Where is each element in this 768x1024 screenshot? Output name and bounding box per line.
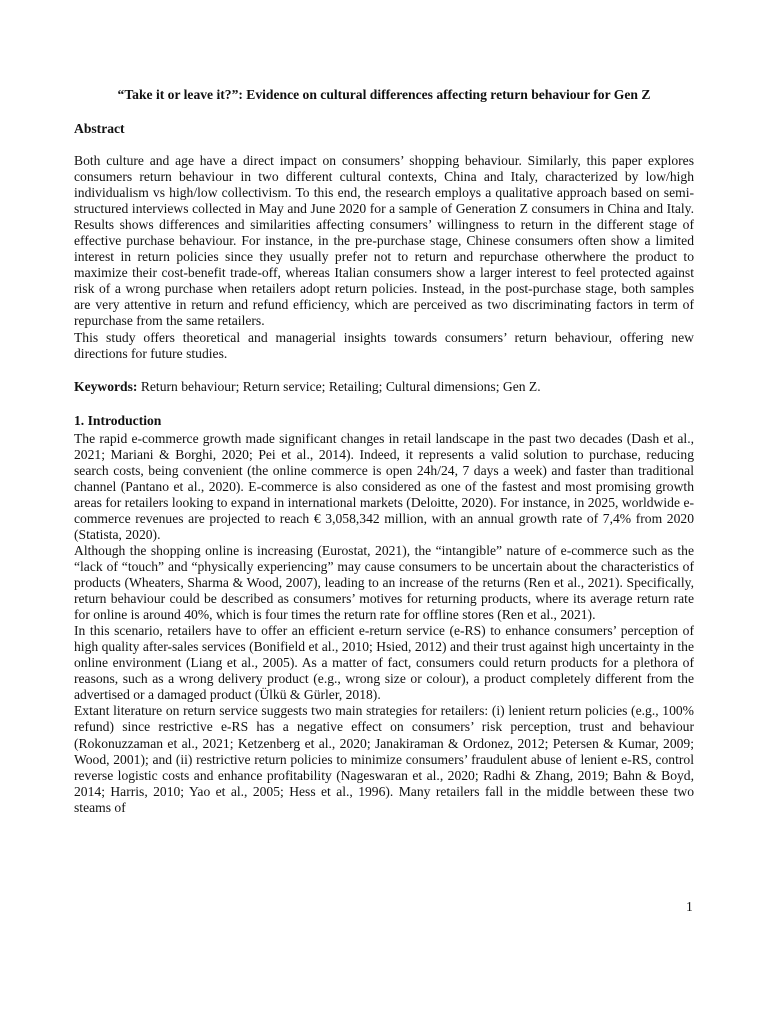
body-paragraph: Although the shopping online is increasing (Eurostat, 2021), the “intangible” nature of e-commerce such as the “lack of “touch” and “physically experiencing” may cause consumers to be uncertain about the characteristics of products (Wheaters, Sharma & Wood, 2007), leading to an increase of the returns (Ren et al., 2021). Specifically, return behaviour could be described as consumers’ motives for returning products, where its average return rate for online is around 40%, which is four times the return rate for offline stores (Ren et al., 2021). — [74, 542, 694, 623]
keywords-line — [74, 379, 694, 395]
abstract-paragraph: This study offers theoretical and managerial insights towards consumers’ return behaviour, offering new directions for future studies. — [74, 329, 694, 361]
section-heading-introduction: 1. Introduction — [74, 412, 162, 428]
keywords-text: Return behaviour; Return service; Retailing; Cultural dimensions; Gen Z. — [137, 378, 541, 394]
paper-page — [74, 86, 694, 816]
abstract-heading: Abstract — [74, 121, 125, 136]
body-paragraph: Extant literature on return service suggests two main strategies for retailers: (i) lenient return policies (e.g., 100% refund) since restrictive e-RS has a negative effect on consumers’ risk perception, trust and behaviour (Rokonuzzaman et al., 2021; Ketzenberg et al., 2020; Janakiraman & Ordonez, 2012; Petersen & Kumar, 2009; Wood, 2001); and (ii) restrictive return policies to minimize consumers’ fraudulent abuse of lenient e-RS, control reverse logistic costs and enhance profitability (Nageswaran et al., 2020; Radhi & Zhang, 2019; Bahn & Boyd, 2014; Harris, 2010; Yao et al., 2005; Hess et al., 1996). Many retailers fall in the middle between these two steams of — [74, 703, 694, 815]
body-paragraph: In this scenario, retailers have to offer an efficient e-return service (e-RS) to enhance consumers’ perception of high quality after-sales services (Bonifield et al., 2010; Hsied, 2012) and their trust against high uncertainty in the online environment (Liang et al., 2005). As a matter of fact, consumers could return products for a plethora of reasons, such as a wrong delivery product (e.g., wrong size or colour), a product completely different from the advertised or a damaged product (Ülkü & Gürler, 2018). — [74, 623, 694, 703]
body-paragraph: The rapid e-commerce growth made significant changes in retail landscape in the past two decades (Dash et al., 2021; Mariani & Borghi, 2020; Pei et al., 2014). Indeed, it represents a valid solution to purchase, reducing search costs, being convenient (the online commerce is open 24h/24, 7 days a week) and faster than traditional channel (Pantano et al., 2020). E-commerce is also considered as one of the fastest and most promising growth areas for retailers looking to expand in international markets (Deloitte, 2020). For instance, in 2025, worldwide e-commerce revenues are projected to reach € 3,058,342 million, with an annual growth rate of 7,4% from 2020 (Statista, 2020). — [74, 430, 694, 542]
abstract-paragraph: Both culture and age have a direct impact on consumers’ shopping behaviour. Similarly, this paper explores consumers return behaviour in two different cultural contexts, China and Italy, characterized by low/high individualism vs high/low collectivism. To this end, the research employs a qualitative approach based on semi-structured interviews collected in May and June 2020 for a sample of Generation Z consumers in China and Italy. Results shows differences and similarities affecting consumers’ willingness to return in the different stage of effective purchase behaviour. For instance, in the pre-purchase stage, Chinese consumers often show a limited interest in return policies since they usually prefer not to return and repurchase otherwhere the product to maximize their cost-benefit trade-off, whereas Italian consumers show a larger interest to feel protected against risk of a wrong purchase when retailers adopt return policies. Instead, in the post-purchase stage, both samples are very attentive in return and refund efficiency, which are perceived as two discriminating factors in term of repurchase from the same retailers. — [74, 153, 694, 329]
page-number: 1 — [686, 899, 693, 914]
keywords-label: Keywords: — [74, 378, 138, 394]
paper-title: “Take it or leave it?”: Evidence on cultural differences affecting return behaviour for Gen Z — [117, 87, 651, 102]
